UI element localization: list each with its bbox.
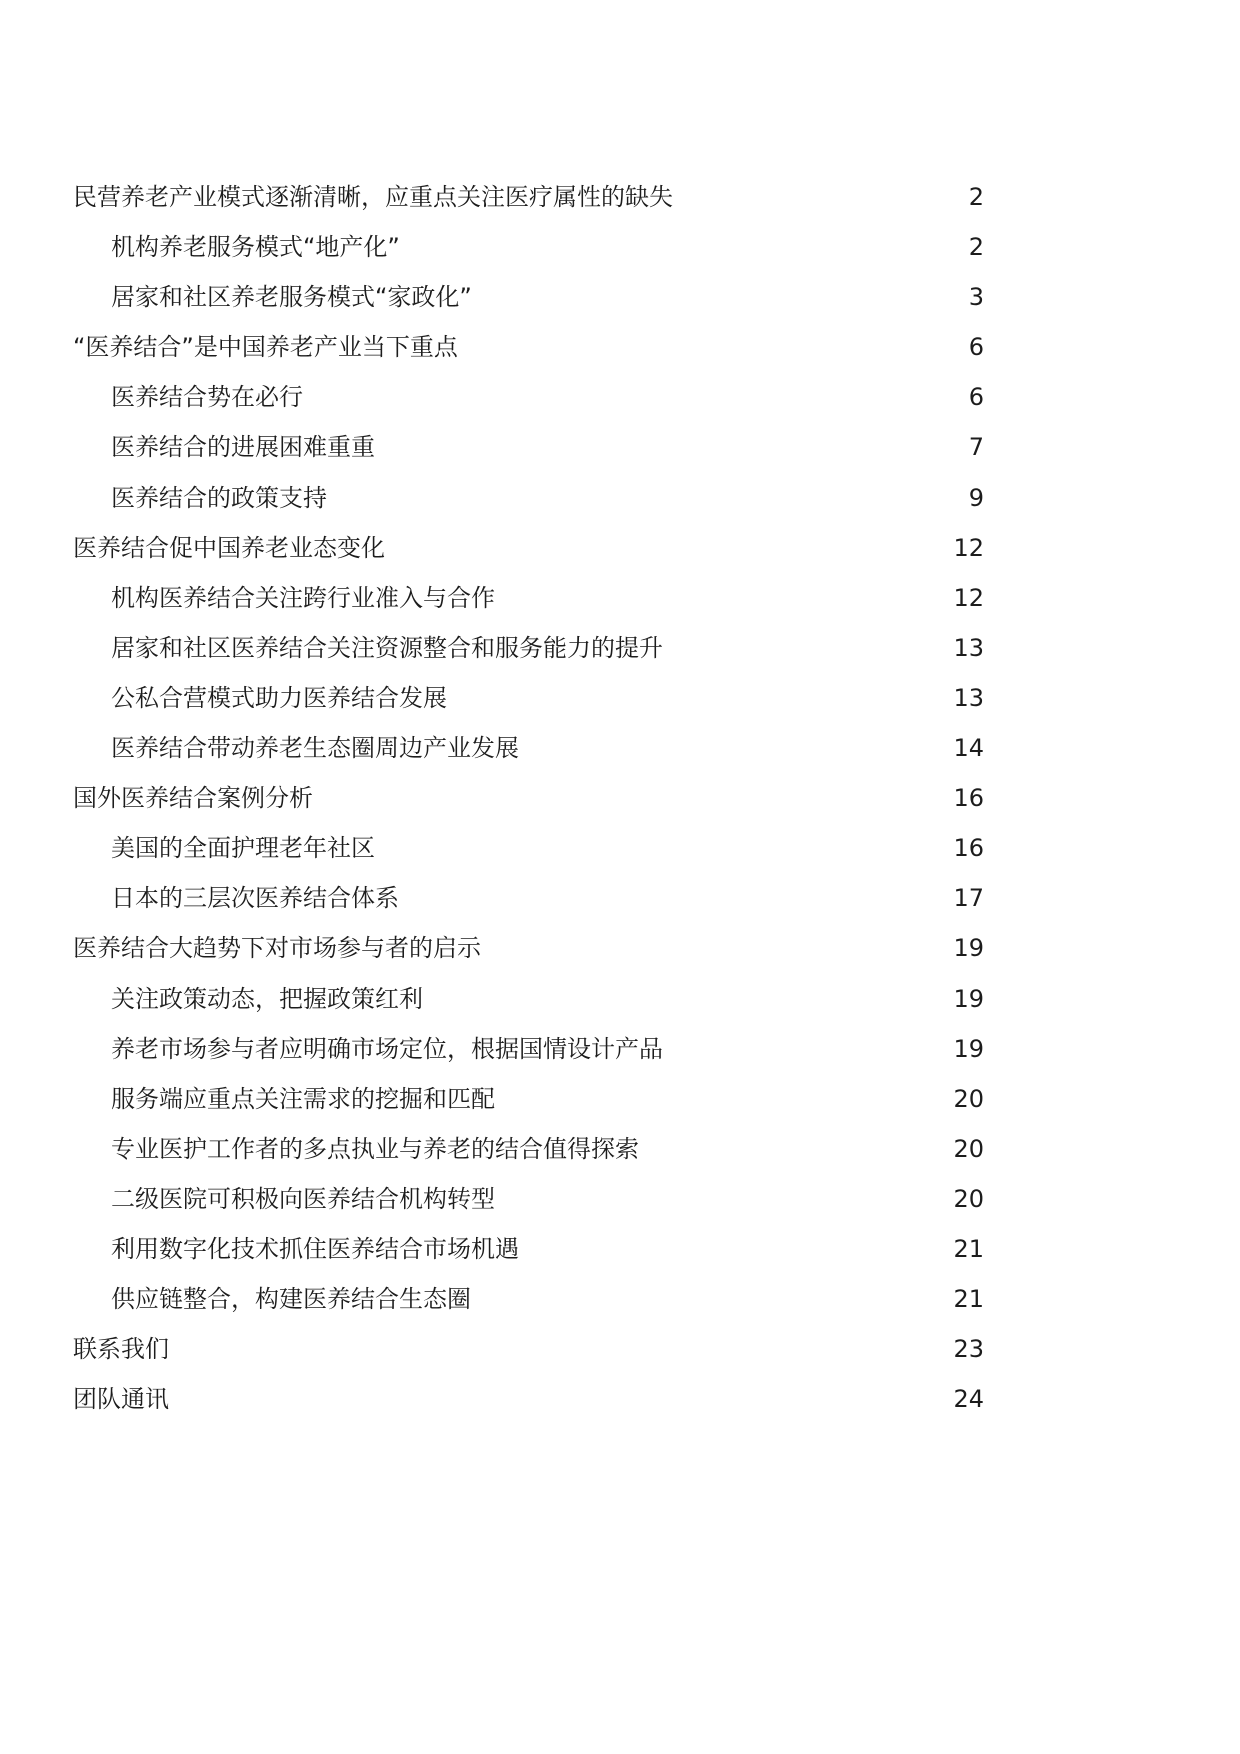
toc-entry-page-number: 20 xyxy=(953,1084,984,1113)
toc-entry-title: 利用数字化技术抓住医养结合市场机遇 xyxy=(111,1234,519,1263)
toc-entry-page-number: 6 xyxy=(968,333,984,362)
toc-entry-page-number: 13 xyxy=(953,633,984,662)
toc-entry-page-number: 9 xyxy=(968,483,984,512)
toc-entry-title: 医养结合势在必行 xyxy=(111,383,303,412)
toc-entry-title: 美国的全面护理老年社区 xyxy=(111,834,375,863)
table-of-contents xyxy=(0,183,1240,1438)
toc-entry-page-number: 16 xyxy=(953,834,984,863)
toc-entry-title: 关注政策动态，把握政策红利 xyxy=(111,984,423,1013)
toc-entry-page-number: 2 xyxy=(968,183,984,211)
toc-entry-page-number: 13 xyxy=(953,683,984,712)
toc-entry-page-number: 19 xyxy=(953,984,984,1013)
toc-entry-title: 联系我们 xyxy=(73,1335,169,1364)
toc-entry-title: 居家和社区养老服务模式“家政化” xyxy=(111,283,472,312)
toc-entry-page-number: 14 xyxy=(953,734,984,763)
toc-entry[interactable] xyxy=(0,1285,1240,1338)
toc-entry-title: 二级医院可积极向医养结合机构转型 xyxy=(111,1184,495,1213)
toc-entry-title: 供应链整合，构建医养结合生态圈 xyxy=(111,1285,471,1314)
toc-entry-title: 团队通讯 xyxy=(73,1385,169,1414)
toc-entry-page-number: 17 xyxy=(953,884,984,913)
toc-entry-page-number: 20 xyxy=(953,1134,984,1163)
toc-entry-title: 国外医养结合案例分析 xyxy=(73,784,313,813)
toc-entry-title: 医养结合的进展困难重重 xyxy=(111,433,375,462)
toc-entry-page-number: 2 xyxy=(968,233,984,262)
toc-entry-page-number: 19 xyxy=(953,1034,984,1063)
toc-entry-title: 服务端应重点关注需求的挖掘和匹配 xyxy=(111,1084,495,1113)
toc-entry-title: 公私合营模式助力医养结合发展 xyxy=(111,683,447,712)
toc-entry-page-number: 6 xyxy=(968,383,984,412)
toc-entry-title: 专业医护工作者的多点执业与养老的结合值得探索 xyxy=(111,1134,639,1163)
toc-entry-title: 养老市场参与者应明确市场定位，根据国情设计产品 xyxy=(111,1034,663,1063)
toc-entry-title: 日本的三层次医养结合体系 xyxy=(111,884,399,913)
toc-entry-title: “医养结合”是中国养老产业当下重点 xyxy=(73,333,458,362)
toc-entry[interactable] xyxy=(0,1385,1240,1438)
toc-entry-page-number: 21 xyxy=(953,1285,984,1314)
toc-entry-title: 医养结合大趋势下对市场参与者的启示 xyxy=(73,934,481,963)
toc-entry-page-number: 16 xyxy=(953,784,984,813)
toc-entry-page-number: 19 xyxy=(953,934,984,963)
toc-entry[interactable] xyxy=(0,1335,1240,1388)
toc-entry-title: 居家和社区医养结合关注资源整合和服务能力的提升 xyxy=(111,633,663,662)
toc-entry-title: 医养结合的政策支持 xyxy=(111,483,327,512)
toc-entry-page-number: 7 xyxy=(968,433,984,462)
toc-entry-page-number: 12 xyxy=(953,533,984,562)
toc-entry-page-number: 20 xyxy=(953,1184,984,1213)
toc-entry-title: 医养结合带动养老生态圈周边产业发展 xyxy=(111,734,519,763)
toc-entry-title: 机构养老服务模式“地产化” xyxy=(111,233,400,262)
toc-entry-page-number: 12 xyxy=(953,583,984,612)
toc-entry-page-number: 21 xyxy=(953,1234,984,1263)
toc-entry-page-number: 24 xyxy=(953,1385,984,1414)
toc-entry-page-number: 3 xyxy=(968,283,984,312)
toc-entry-title: 民营养老产业模式逐渐清晰，应重点关注医疗属性的缺失 xyxy=(73,183,673,211)
toc-entry-title: 机构医养结合关注跨行业准入与合作 xyxy=(111,583,495,612)
toc-entry-page-number: 23 xyxy=(953,1335,984,1364)
toc-entry-title: 医养结合促中国养老业态变化 xyxy=(73,533,385,562)
